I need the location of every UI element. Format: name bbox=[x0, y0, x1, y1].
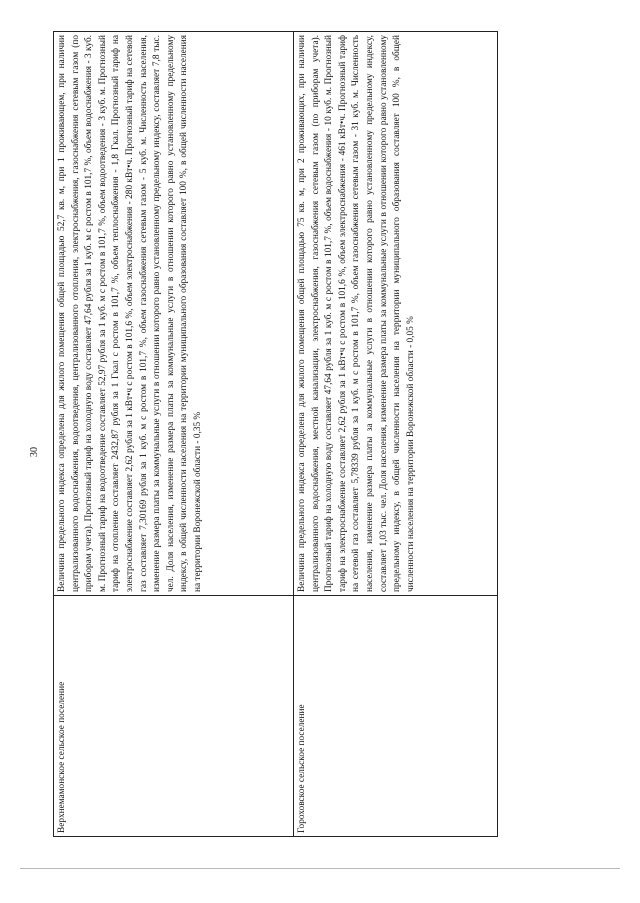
index-description-cell: Величина предельного индекса определена для жилого помещения общей площадью 75 кв. м, при 2 проживающих, при наличии централизованного водоснабжения, местной канализации, электроснабжения, газоснабжения сетевым газом (по приборам учета). Прогнозный тариф на холодную воду составляет 47,64 рубля за 1 куб. м с ростом в 101,7 %, объем водоснабжения - 10 куб. м. Прогнозный тариф на электроснабжение составляет 2,62 рубля за 1 кВт•ч с ростом в 101,6 %, объем электроснабжения - 461 кВт•ч. Прогнозный тариф на сетевой газ составляет 5,78339 рубля за 1 куб. м с ростом в 101,7 %, объем газоснабжения сетевым газом - 31 куб. м. Численность населения, изменение размера платы за коммунальные услуги в отношении которого равно установленному предельному индексу, составляет 1,03 тыс. чел. Доля населения, изменение размера платы за коммунальные услуги в отношении которого равно установленному предельному индексу, в общей численности населения на территории муниципального образования составляет 100 %, в общей численности населения на территории Воронежской области - 0,05 % bbox=[294, 32, 498, 596]
tariff-table-container bbox=[53, 31, 497, 837]
page-number: 30 bbox=[29, 447, 40, 457]
table-row bbox=[54, 32, 294, 837]
index-description-cell: Величина предельного индекса определена для жилого помещения общей площадью 52,7 кв. м, при 1 проживающем, при наличии централизованного водоснабжения, водоотведения, централизованного отопления, электроснабжения, газоснабжения сетевым газом (по приборам учета). Прогнозный тариф на холодную воду составляет 47,64 рубля за 1 куб. м с ростом в 101,7 %, объем водоснабжения - 3 куб. м. Прогнозный тариф на водоотведение составляет 52,97 рубля за 1 куб. м с ростом в 101,7 %, объем водоотведения - 3 куб. м. Прогнозный тариф на отопление составляет 2432,87 рубля за 1 Гкал с ростом в 101,7 %, объем теплоснабжения - 1,8 Гкал. Прогнозный тариф на электроснабжение составляет 2,62 рубля за 1 кВт•ч с ростом в 101,6 %, объем электроснабжения - 280 кВт•ч. Прогнозный тариф на сетевой газ составляет 7,30169 рубля за 1 куб. м с ростом в 101,7 %, объем газоснабжения сетевым газом - 5 куб. м. Численность населения, изменение размера платы за коммунальные услуги в отношении которого равно установленному предельному индексу, составляет 7,8 тыс. чел. Доля населения, изменение размера платы за коммунальные услуги в отношении которого равно установленному предельному индексу, в общей численности населения на территории муниципального образования составляет 100 %, в общей численности населения на территории Воронежской области - 0,35 % bbox=[54, 32, 294, 596]
settlement-name-cell: Гороховское сельское поселение bbox=[294, 596, 498, 837]
tariff-index-table bbox=[53, 31, 498, 837]
settlement-name-cell: Верхнемамонское сельское поселение bbox=[54, 596, 294, 837]
table-row bbox=[294, 32, 498, 837]
page-bottom-divider bbox=[20, 868, 620, 869]
